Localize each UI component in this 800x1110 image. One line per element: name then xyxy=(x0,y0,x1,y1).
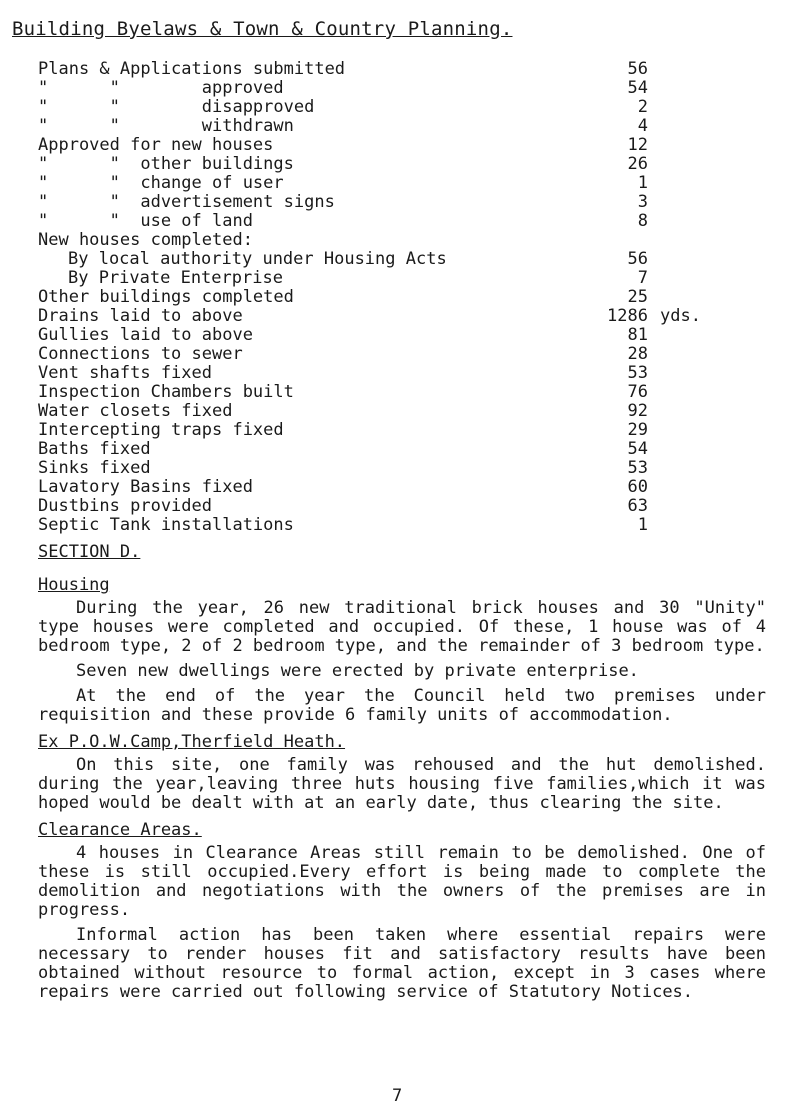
stat-value: 1 xyxy=(637,515,648,535)
camp-paragraph: On this site, one family was rehoused and the hut demolished. during the year,leaving three huts housing five families,which it was hoped would be dealt with at an early date, thus clearing the site. xyxy=(38,755,766,813)
stat-row xyxy=(38,136,738,155)
stat-row xyxy=(38,307,738,326)
stat-label: Intercepting traps fixed xyxy=(38,420,284,440)
stat-value: 25 xyxy=(627,287,648,307)
stat-row xyxy=(38,421,738,440)
stat-row xyxy=(38,440,738,459)
page-title: Building Byelaws & Town & Country Planning. xyxy=(12,18,513,40)
stat-label: Approved for new houses xyxy=(38,135,274,155)
stat-label: Sinks fixed xyxy=(38,458,151,478)
stat-label: New houses completed: xyxy=(38,230,253,250)
stat-row xyxy=(38,174,738,193)
stat-label: " " use of land xyxy=(38,211,253,231)
stat-row xyxy=(38,60,738,79)
stat-label: Septic Tank installations xyxy=(38,515,294,535)
stat-value: 1 xyxy=(637,173,648,193)
stat-row xyxy=(38,117,738,136)
stat-value: 4 xyxy=(637,116,648,136)
clearance-paragraph: Informal action has been taken where essential repairs were necessary to render houses fit and satisfactory results have been obtained without resource to formal action, except in 3 cases where repairs were carried out following service of Statutory Notices. xyxy=(38,925,766,1002)
stat-value: 56 xyxy=(627,59,648,79)
page-number: 7 xyxy=(392,1086,403,1106)
stat-label: Other buildings completed xyxy=(38,287,294,307)
stat-value: 53 xyxy=(627,363,648,383)
stat-value: 7 xyxy=(637,268,648,288)
stat-row xyxy=(38,497,738,516)
stat-row xyxy=(38,345,738,364)
stat-row xyxy=(38,193,738,212)
stat-value: 81 xyxy=(627,325,648,345)
stat-value: 53 xyxy=(627,458,648,478)
stat-value: 3 xyxy=(637,192,648,212)
housing-paragraphs xyxy=(38,599,766,725)
housing-paragraph: At the end of the year the Council held two premises under requisition and these provide 6 family units of accommodation. xyxy=(38,686,766,725)
housing-paragraph: During the year, 26 new traditional brick houses and 30 "Unity" type houses were completed and occupied. Of these, 1 house was of 4 bedroom type, 2 of 2 bedroom type, and the remainder of 3 bedroom type. xyxy=(38,598,766,656)
housing-heading: Housing xyxy=(38,575,110,595)
stat-value: 56 xyxy=(627,249,648,269)
stat-row xyxy=(38,478,738,497)
stat-value: 29 xyxy=(627,420,648,440)
stat-label: " " advertisement signs xyxy=(38,192,335,212)
stat-row xyxy=(38,79,738,98)
stat-value: 12 xyxy=(627,135,648,155)
stat-label: " " other buildings xyxy=(38,154,294,174)
statistics-list xyxy=(38,60,738,535)
stat-value: 92 xyxy=(627,401,648,421)
stat-row xyxy=(38,383,738,402)
stat-value: 54 xyxy=(627,439,648,459)
section-heading: SECTION D. xyxy=(38,542,141,562)
camp-heading: Ex P.O.W.Camp,Therfield Heath. xyxy=(38,732,346,752)
stat-row xyxy=(38,250,738,269)
stat-label: Vent shafts fixed xyxy=(38,363,212,383)
stat-row xyxy=(38,516,738,535)
stat-label: Water closets fixed xyxy=(38,401,233,421)
stat-label: Lavatory Basins fixed xyxy=(38,477,253,497)
stat-label: By Private Enterprise xyxy=(68,268,283,288)
stat-value: 2 xyxy=(637,97,648,117)
stat-row xyxy=(38,231,738,250)
stat-value: 76 xyxy=(627,382,648,402)
stat-value: 60 xyxy=(627,477,648,497)
stat-label: Drains laid to above xyxy=(38,306,243,326)
stat-value: 1286 xyxy=(607,306,648,326)
housing-paragraph: Seven new dwellings were erected by private enterprise. xyxy=(76,661,639,681)
stat-label: By local authority under Housing Acts xyxy=(68,249,447,269)
stat-label: Baths fixed xyxy=(38,439,151,459)
stat-label: Dustbins provided xyxy=(38,496,212,516)
stat-row xyxy=(38,459,738,478)
stat-label: " " change of user xyxy=(38,173,284,193)
camp-paragraphs xyxy=(38,756,766,813)
stat-unit: yds. xyxy=(660,306,701,326)
clearance-paragraphs xyxy=(38,844,766,1002)
stat-label: Plans & Applications submitted xyxy=(38,59,346,79)
stat-value: 63 xyxy=(627,496,648,516)
stat-label: " " disapproved xyxy=(38,97,315,117)
stat-label: Connections to sewer xyxy=(38,344,243,364)
stat-row xyxy=(38,98,738,117)
stat-label: Gullies laid to above xyxy=(38,325,253,345)
stat-row xyxy=(38,326,738,345)
stat-row xyxy=(38,155,738,174)
clearance-paragraph: 4 houses in Clearance Areas still remain to be demolished. One of these is still occupied.Every effort is being made to complete the demolition and negotiations with the owners of the premises are in progress. xyxy=(38,843,766,920)
stat-row xyxy=(38,212,738,231)
stat-value: 54 xyxy=(627,78,648,98)
stat-label: " " approved xyxy=(38,78,284,98)
stat-label: " " withdrawn xyxy=(38,116,294,136)
stat-row xyxy=(38,364,738,383)
stat-value: 28 xyxy=(627,344,648,364)
stat-value: 8 xyxy=(637,211,648,231)
stat-value: 26 xyxy=(627,154,648,174)
clearance-heading: Clearance Areas. xyxy=(38,820,202,840)
stat-label: Inspection Chambers built xyxy=(38,382,294,402)
stat-row xyxy=(38,402,738,421)
stat-row xyxy=(38,288,738,307)
stat-row xyxy=(38,269,738,288)
body-text xyxy=(38,568,766,1008)
